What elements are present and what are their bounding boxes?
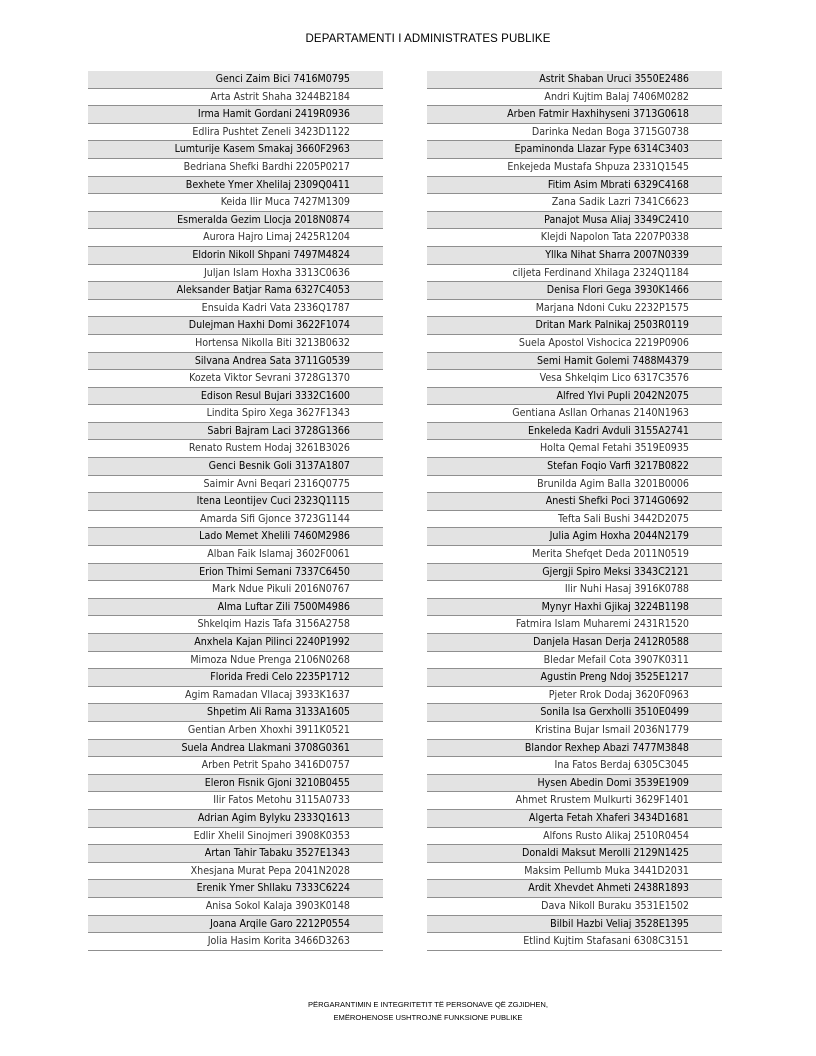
list-item: Klejdi Napolon Tata 2207P0338: [427, 229, 722, 247]
list-item: Stefan Foqio Varfi 3217B0822: [427, 458, 722, 476]
list-item: Eleron Fisnik Gjoni 3210B0455: [88, 775, 383, 793]
list-item: Genci Besnik Goli 3137A1807: [88, 458, 383, 476]
page-title: DEPARTAMENTI I ADMINISTRATES PUBLIKE: [305, 33, 551, 45]
list-item: Mynyr Haxhi Gjikaj 3224B1198: [427, 599, 722, 617]
list-item: Kozeta Viktor Sevrani 3728G1370: [88, 370, 383, 388]
list-item: Shpetim Ali Rama 3133A1605: [88, 704, 383, 722]
list-item: Hortensa Nikolla Biti 3213B0632: [88, 335, 383, 353]
list-item: Enkejeda Mustafa Shpuza 2331Q1545: [427, 159, 722, 177]
left-name-column: [88, 71, 383, 951]
list-item: Esmeralda Gezim Llocja 2018N0874: [88, 212, 383, 230]
list-item: Genci Zaim Bici 7416M0795: [88, 71, 383, 89]
list-item: Alfons Rusto Alikaj 2510R0454: [427, 828, 722, 846]
list-item: Edison Resul Bujari 3332C1600: [88, 388, 383, 406]
list-item: Bledar Mefail Cota 3907K0311: [427, 652, 722, 670]
list-item: Fatmira Islam Muharemi 2431R1520: [427, 616, 722, 634]
list-item: Irma Hamit Gordani 2419R0936: [88, 106, 383, 124]
list-item: Ahmet Rrustem Mulkurti 3629F1401: [427, 792, 722, 810]
list-item: Edlir Xhelil Sinojmeri 3908K0353: [88, 828, 383, 846]
list-item: Tefta Sali Bushi 3442D2075: [427, 511, 722, 529]
list-item: Saimir Avni Beqari 2316Q0775: [88, 476, 383, 494]
list-item: Ilir Nuhi Hasaj 3916K0788: [427, 581, 722, 599]
list-item: Keida Ilir Muca 7427M1309: [88, 194, 383, 212]
list-item: Algerta Fetah Xhaferi 3434D1681: [427, 810, 722, 828]
list-item: Epaminonda Llazar Fype 6314C3403: [427, 141, 722, 159]
list-item: Arben Fatmir Haxhihyseni 3713G0618: [427, 106, 722, 124]
list-item: Enkeleda Kadri Avduli 3155A2741: [427, 423, 722, 441]
list-item: Suela Andrea Llakmani 3708G0361: [88, 740, 383, 758]
list-item: Itena Leontijev Cuci 2323Q1115: [88, 493, 383, 511]
list-item: Bedriana Shefki Bardhi 2205P0217: [88, 159, 383, 177]
list-item: Alma Luftar Zili 7500M4986: [88, 599, 383, 617]
list-item: Pjeter Rrok Dodaj 3620F0963: [427, 687, 722, 705]
list-item: Danjela Hasan Derja 2412R0588: [427, 634, 722, 652]
list-item: Gjergji Spiro Meksi 3343C2121: [427, 564, 722, 582]
list-item: Alban Faik Islamaj 3602F0061: [88, 546, 383, 564]
list-item: Hysen Abedin Domi 3539E1909: [427, 775, 722, 793]
list-item: Lado Memet Xhelili 7460M2986: [88, 528, 383, 546]
list-item: Juljan Islam Hoxha 3313C0636: [88, 265, 383, 283]
list-item: Ilir Fatos Metohu 3115A0733: [88, 792, 383, 810]
list-item: Florida Fredi Celo 2235P1712: [88, 669, 383, 687]
list-item: Aleksander Batjar Rama 6327C4053: [88, 282, 383, 300]
list-item: Maksim Pellumb Muka 3441D2031: [427, 863, 722, 881]
list-item: Blandor Rexhep Abazi 7477M3848: [427, 740, 722, 758]
list-item: Ensuida Kadri Vata 2336Q1787: [88, 300, 383, 318]
list-item: Lindita Spiro Xega 3627F1343: [88, 405, 383, 423]
list-item: Agim Ramadan Vllacaj 3933K1637: [88, 687, 383, 705]
list-item: Zana Sadik Lazri 7341C6623: [427, 194, 722, 212]
list-item: Dava Nikoll Buraku 3531E1502: [427, 898, 722, 916]
list-item: Bexhete Ymer Xhelilaj 2309Q0411: [88, 177, 383, 195]
list-item: Renato Rustem Hodaj 3261B3026: [88, 440, 383, 458]
list-item: Alfred Ylvi Pupli 2042N2075: [427, 388, 722, 406]
list-item: Bilbil Hazbi Veliaj 3528E1395: [427, 916, 722, 934]
list-item: Ardit Xhevdet Ahmeti 2438R1893: [427, 880, 722, 898]
list-item: Denisa Flori Gega 3930K1466: [427, 282, 722, 300]
list-item: Dritan Mark Palnikaj 2503R0119: [427, 317, 722, 335]
list-item: Kristina Bujar Ismail 2036N1779: [427, 722, 722, 740]
list-item: Aurora Hajro Limaj 2425R1204: [88, 229, 383, 247]
list-item: Suela Apostol Vishocica 2219P0906: [427, 335, 722, 353]
list-item: Andri Kujtim Balaj 7406M0282: [427, 89, 722, 107]
list-item: Gentian Arben Xhoxhi 3911K0521: [88, 722, 383, 740]
list-item: Mimoza Ndue Prenga 2106N0268: [88, 652, 383, 670]
list-item: Adrian Agim Bylyku 2333Q1613: [88, 810, 383, 828]
list-item: Arta Astrit Shaha 3244B2184: [88, 89, 383, 107]
list-item: Artan Tahir Tabaku 3527E1343: [88, 845, 383, 863]
list-item: Mark Ndue Pikuli 2016N0767: [88, 581, 383, 599]
list-item: Marjana Ndoni Cuku 2232P1575: [427, 300, 722, 318]
list-item: Lumturije Kasem Smakaj 3660F2963: [88, 141, 383, 159]
list-item: Dulejman Haxhi Domi 3622F1074: [88, 317, 383, 335]
list-item: Sonila Isa Gerxholli 3510E0499: [427, 704, 722, 722]
list-item: Julia Agim Hoxha 2044N2179: [427, 528, 722, 546]
list-item: Vesa Shkelqim Lico 6317C3576: [427, 370, 722, 388]
list-item: Semi Hamit Golemi 7488M4379: [427, 353, 722, 371]
list-item: Panajot Musa Aliaj 3349C2410: [427, 212, 722, 230]
list-item: Arben Petrit Spaho 3416D0757: [88, 757, 383, 775]
footer: [0, 998, 816, 1024]
list-item: Anesti Shefki Poci 3714G0692: [427, 493, 722, 511]
list-item: Edlira Pushtet Zeneli 3423D1122: [88, 124, 383, 142]
list-item: Silvana Andrea Sata 3711G0539: [88, 353, 383, 371]
list-item: Fitim Asim Mbrati 6329C4168: [427, 177, 722, 195]
list-item: Yllka Nihat Sharra 2007N0339: [427, 247, 722, 265]
list-item: Agustin Preng Ndoj 3525E1217: [427, 669, 722, 687]
list-item: Gentiana Asllan Orhanas 2140N1963: [427, 405, 722, 423]
list-item: ciljeta Ferdinand Xhilaga 2324Q1184: [427, 265, 722, 283]
list-item: Erenik Ymer Shllaku 7333C6224: [88, 880, 383, 898]
footer-line-2: EMËROHENOSE USHTROJNË FUNKSIONE PUBLIKE: [333, 1013, 523, 1022]
footer-line-1: PËRGARANTIMIN E INTEGRITETIT TË PERSONAVE QË ZGJIDHEN,: [307, 1000, 549, 1009]
list-item: Brunilda Agim Balla 3201B0006: [427, 476, 722, 494]
list-item: Xhesjana Murat Pepa 2041N2028: [88, 863, 383, 881]
list-item: Joana Arqile Garo 2212P0554: [88, 916, 383, 934]
list-item: Anxhela Kajan Pilinci 2240P1992: [88, 634, 383, 652]
list-item: Darinka Nedan Boga 3715G0738: [427, 124, 722, 142]
list-item: Holta Qemal Fetahi 3519E0935: [427, 440, 722, 458]
list-item: Sabri Bajram Laci 3728G1366: [88, 423, 383, 441]
list-item: Amarda Sifi Gjonce 3723G1144: [88, 511, 383, 529]
list-item: Ina Fatos Berdaj 6305C3045: [427, 757, 722, 775]
list-item: Anisa Sokol Kalaja 3903K0148: [88, 898, 383, 916]
right-name-column: [427, 71, 722, 951]
list-item: Merita Shefqet Deda 2011N0519: [427, 546, 722, 564]
list-item: Etlind Kujtim Stafasani 6308C3151: [427, 933, 722, 951]
list-item: Jolia Hasim Korita 3466D3263: [88, 933, 383, 951]
list-item: Astrit Shaban Uruci 3550E2486: [427, 71, 722, 89]
list-item: Donaldi Maksut Merolli 2129N1425: [427, 845, 722, 863]
list-item: Erion Thimi Semani 7337C6450: [88, 564, 383, 582]
list-item: Eldorin Nikoll Shpani 7497M4824: [88, 247, 383, 265]
list-item: Shkelqim Hazis Tafa 3156A2758: [88, 616, 383, 634]
